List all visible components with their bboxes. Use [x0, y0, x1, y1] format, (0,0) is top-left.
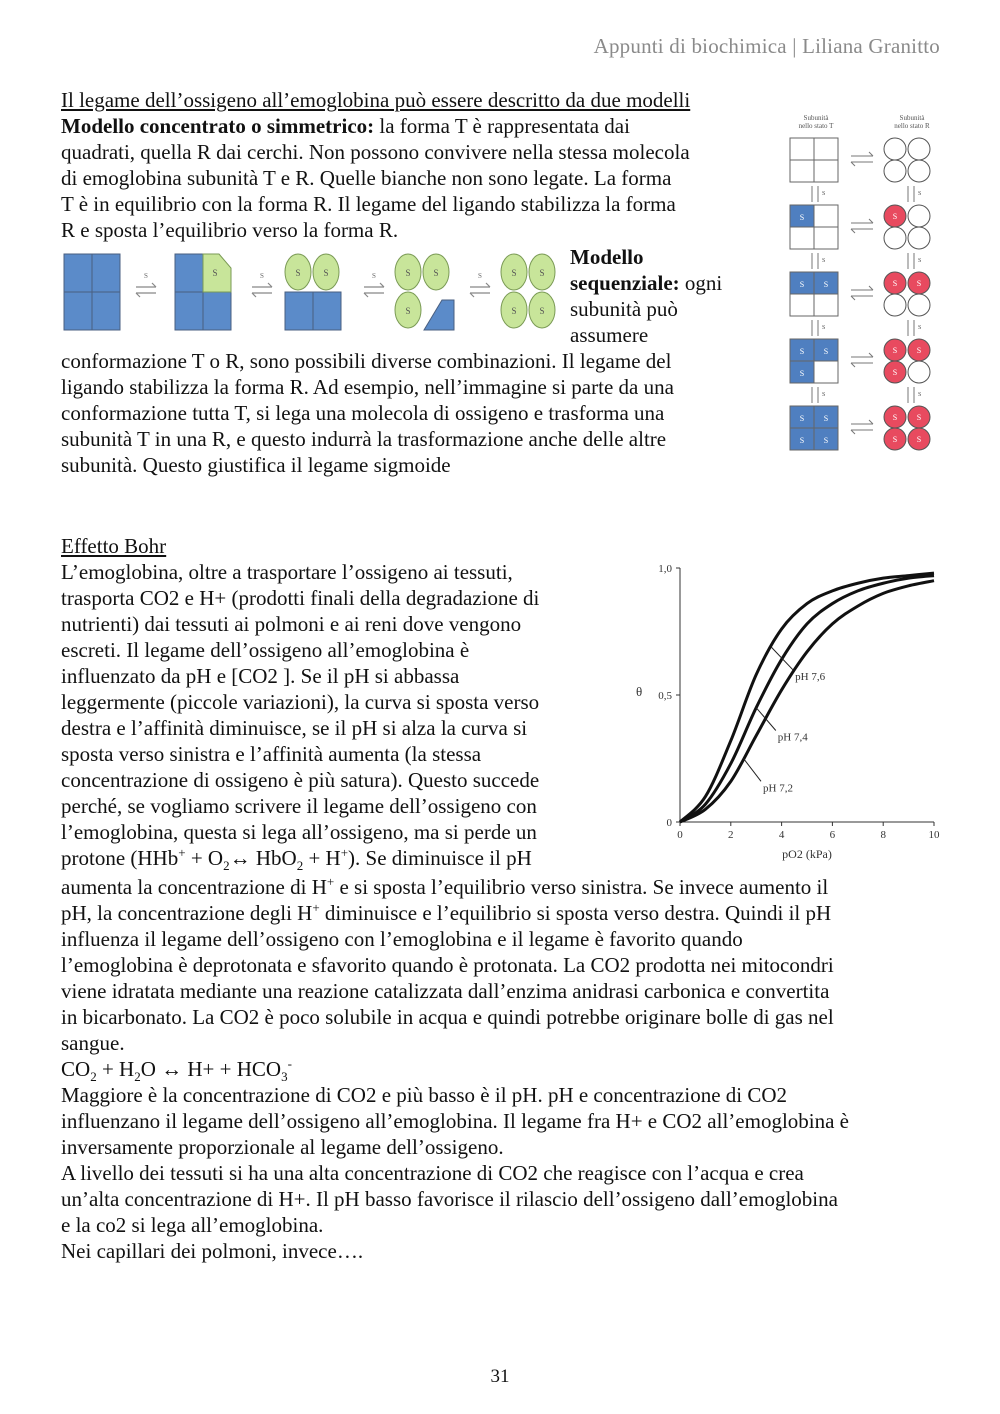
x-tick-label: 10 — [928, 829, 940, 841]
t-subunit — [175, 292, 203, 330]
bohr-line: A livello dei tessuti si ha una alta concentrazione di CO2 che reagisce con l’acqua e crea — [61, 1161, 804, 1185]
sequential-line: subunità. Questo giustifica il legame sigmoide — [61, 453, 451, 477]
curve-ph-7-4 — [680, 576, 934, 822]
oxygen-saturation-chart — [628, 556, 948, 868]
y-tick-label: 1,0 — [658, 563, 672, 575]
concerted-line: di emoglobina subunità T e R. Quelle bianche non sono legate. La forma — [61, 166, 672, 190]
bound-marker: S — [511, 268, 517, 278]
bohr-line: e la co2 si lega all’emoglobina. — [61, 1213, 324, 1237]
bound-marker: S — [823, 414, 829, 423]
col-t-label: Subunità — [803, 114, 829, 122]
t-subunit — [814, 227, 838, 249]
bound-marker: S — [405, 268, 411, 278]
x-tick-label: 0 — [677, 829, 683, 841]
bound-marker: S — [799, 414, 805, 423]
t-subunit — [313, 292, 341, 330]
y-axis-label: θ — [636, 684, 643, 699]
t-subunit — [814, 205, 838, 227]
bound-marker: S — [799, 213, 805, 222]
sequential-term: Modello — [570, 245, 644, 269]
r-subunit — [884, 294, 906, 316]
t-subunit — [814, 160, 838, 182]
bound-marker: S — [799, 369, 805, 378]
bound-marker: S — [916, 279, 922, 288]
bohr-line: influenzato da pH e [CO2 ]. Se il pH si abbassa — [61, 664, 460, 688]
t-subunit — [64, 254, 92, 292]
x-tick-label: 4 — [778, 829, 785, 841]
ligand-label: S — [822, 325, 826, 331]
bound-marker: S — [892, 435, 898, 444]
equilibrium-arrow-icon — [252, 283, 272, 297]
t-subunit — [92, 254, 120, 292]
col-r-label: nello stato R — [894, 122, 930, 130]
bound-marker: S — [511, 306, 517, 316]
r-subunit — [884, 138, 906, 160]
binding-arrow-icon — [812, 253, 818, 269]
bound-marker: S — [799, 436, 805, 445]
bohr-line: l’emoglobina è deprotonata e sfavorito quando è protonata. La CO2 prodotta nei mitocondri — [61, 953, 834, 977]
bound-marker: S — [892, 368, 898, 377]
series-label: pH 7,2 — [763, 782, 793, 795]
bohr-side-paragraph — [61, 559, 621, 874]
bohr-line: l’emoglobina, questa si lega all’ossigeno, ma si perde un — [61, 820, 537, 844]
x-axis-label: pO2 (kPa) — [782, 847, 832, 861]
page-number: 31 — [490, 1366, 510, 1387]
bound-marker: S — [892, 279, 898, 288]
concerted-paragraph — [61, 113, 781, 243]
ligand-label: S — [918, 258, 922, 264]
ligand-label: S — [918, 392, 922, 398]
t-subunit — [814, 361, 838, 383]
equilibrium-arrow-icon — [851, 219, 873, 233]
r-subunit — [884, 160, 906, 182]
bohr-line: trasporta CO2 e H+ (prodotti finali della degradazione di — [61, 586, 540, 610]
t-subunit — [814, 294, 838, 316]
t-subunit — [92, 292, 120, 330]
bound-marker: S — [916, 346, 922, 355]
x-tick-label: 6 — [829, 829, 836, 841]
concerted-model-figure — [786, 110, 946, 455]
ligand-label: S — [144, 272, 148, 280]
sequential-model-figure — [60, 250, 560, 335]
bohr-line: influenza il legame dell’ossigeno con l’emoglobina e il legame è favorito quando — [61, 927, 743, 951]
bohr-line: pH, la concentrazione degli H+ diminuisce e l’equilibrio si sposta verso destra. Quindi il pH — [61, 900, 832, 925]
equilibrium-arrow-icon — [851, 152, 873, 166]
t-subunit — [203, 292, 231, 330]
r-subunit — [908, 294, 930, 316]
bohr-line: L’emoglobina, oltre a trasportare l’ossigeno ai tessuti, — [61, 560, 513, 584]
ligand-label: S — [822, 258, 826, 264]
bohr-line: Maggiore è la concentrazione di CO2 e più basso è il pH. pH e concentrazione di CO2 — [61, 1083, 788, 1107]
sequential-line: conformazione tutta T, si lega una molecola di ossigeno e trasforma una — [61, 401, 665, 425]
bohr-line: influenzano il legame dell’ossigeno all’emoglobina. Il legame fra H+ e CO2 all’emoglobina è — [61, 1109, 850, 1133]
r-subunit — [908, 138, 930, 160]
bohr-line: Nei capillari dei polmoni, invece…. — [61, 1239, 364, 1263]
bohr-line: escreti. Il legame dell’ossigeno all’emoglobina è — [61, 638, 470, 662]
binding-arrow-icon — [908, 320, 914, 336]
binding-arrow-icon — [908, 387, 914, 403]
bound-marker: S — [539, 268, 545, 278]
ligand-label: S — [822, 392, 826, 398]
bound-marker: S — [892, 413, 898, 422]
concerted-line: la forma T è rappresentata dai — [374, 114, 630, 138]
r-subunit — [908, 227, 930, 249]
section-heading-models: Il legame dell’ossigeno all’emoglobina può essere descritto da due modelli — [61, 88, 691, 112]
equilibrium-arrow-icon — [136, 283, 156, 297]
x-tick-label: 2 — [728, 829, 734, 841]
t-subunit — [790, 138, 814, 160]
ligand-label: S — [918, 191, 922, 197]
t-subunit — [424, 300, 454, 330]
t-subunit — [175, 254, 203, 292]
bohr-line: destra e l’affinità diminuisce, se il pH si alza la curva si — [61, 716, 528, 740]
sequential-line: subunità T in una R, e questo indurrà la trasformazione anche delle altre — [61, 427, 667, 451]
r-subunit — [908, 205, 930, 227]
bound-marker: S — [539, 306, 545, 316]
binding-arrow-icon — [812, 320, 818, 336]
concerted-term: Modello concentrato o simmetrico: — [61, 114, 375, 138]
bohr-line: un’alta concentrazione di H+. Il pH basso favorisce il rilascio dell’ossigeno dall’emoglobina — [61, 1187, 838, 1211]
binding-arrow-icon — [812, 186, 818, 202]
bohr-equation-line: protone ($HHb^+ + O_2\leftrightarrow$ HbO$_2$ + H+). Se diminuisce il pH — [61, 845, 532, 874]
sequential-line: ligando stabilizza la forma R. Ad esempio, nell’immagine si parte da una — [61, 375, 674, 399]
ligand-label: S — [822, 191, 826, 197]
bound-marker: S — [916, 413, 922, 422]
concerted-line: T è in equilibrio con la forma R. Il legame del ligando stabilizza la forma — [61, 192, 676, 216]
t-subunit — [790, 294, 814, 316]
t-subunit — [64, 292, 92, 330]
series-label: pH 7,4 — [777, 731, 808, 744]
equilibrium-arrow-icon — [851, 353, 873, 367]
x-tick-label: 8 — [880, 829, 886, 841]
series-label-leader — [771, 647, 793, 670]
bound-marker: S — [323, 268, 329, 278]
t-subunit — [814, 138, 838, 160]
binding-arrow-icon — [908, 253, 914, 269]
bound-marker: S — [799, 280, 805, 289]
col-t-label: nello stato T — [798, 122, 834, 130]
sequential-term: sequenziale: — [570, 271, 680, 295]
sequential-line: ogni — [679, 271, 723, 295]
bohr-line: viene idratata mediante una reazione catalizzata dall’enzima anidrasi carbonica e convertita — [61, 979, 830, 1003]
bohr-line: inversamente proporzionale al legame dell’ossigeno. — [61, 1135, 504, 1159]
bound-marker: S — [916, 435, 922, 444]
col-r-label: Subunità — [899, 114, 925, 122]
bound-marker: S — [799, 347, 805, 356]
r-subunit — [908, 361, 930, 383]
equilibrium-arrow-icon — [470, 283, 490, 297]
sequential-paragraph — [61, 348, 781, 478]
bound-marker: S — [295, 268, 301, 278]
bound-marker: S — [823, 347, 829, 356]
t-subunit — [790, 227, 814, 249]
equilibrium-arrow-icon — [851, 286, 873, 300]
series-label: pH 7,6 — [795, 671, 826, 684]
bohr-line: perché, se vogliamo scrivere il legame dell’ossigeno con — [61, 794, 537, 818]
bohr-line: leggermente (piccole variazioni), la curva si sposta verso — [61, 690, 540, 714]
sequential-line: assumere — [570, 323, 649, 347]
binding-arrow-icon — [812, 387, 818, 403]
y-tick-label: 0,5 — [658, 690, 672, 702]
bound-marker: S — [892, 212, 898, 221]
concerted-line: R e sposta l’equilibrio verso la forma R. — [61, 218, 399, 242]
bound-marker: S — [433, 268, 439, 278]
r-subunit — [908, 160, 930, 182]
binding-arrow-icon — [908, 186, 914, 202]
concerted-line: quadrati, quella R dai cerchi. Non possono convivere nella stessa molecola — [61, 140, 690, 164]
bohr-line: sangue. — [61, 1031, 125, 1055]
section-heading-bohr: Effetto Bohr — [61, 534, 167, 558]
bohr-full-paragraph — [61, 874, 951, 1264]
ligand-label: S — [478, 272, 482, 280]
t-subunit — [285, 292, 313, 330]
y-tick-label: 0 — [666, 817, 672, 829]
ligand-label: S — [918, 325, 922, 331]
sequential-line: conformazione T o R, sono possibili diverse combinazioni. Il legame del — [61, 349, 672, 373]
series-label-leader — [744, 759, 762, 782]
ligand-label: S — [260, 272, 264, 280]
sequential-side-text — [570, 244, 770, 348]
ligand-label: S — [372, 272, 376, 280]
bound-marker: S — [823, 280, 829, 289]
bohr-line: in bicarbonato. La CO2 è poco solubile in acqua e quindi potrebbe originare bolle di gas nel — [61, 1005, 834, 1029]
bound-marker: S — [212, 268, 218, 278]
bound-marker: S — [892, 346, 898, 355]
r-subunit — [884, 227, 906, 249]
running-header: Appunti di biochimica | Liliana Granitto — [593, 34, 940, 58]
bound-marker: S — [405, 306, 411, 316]
bohr-line: nutrienti) dai tessuti ai polmoni e ai reni dove vengono — [61, 612, 522, 636]
bound-marker: S — [823, 436, 829, 445]
bicarbonate-equation: $CO_2 + H_2O$ ↔ $H+ + HCO_3^-$ — [61, 1056, 292, 1085]
sequential-line: subunità può — [570, 297, 678, 321]
series-label-leader — [756, 708, 776, 731]
bohr-line: aumenta la concentrazione di H+ e si sposta l’equilibrio verso sinistra. Se invece aumento il — [61, 874, 829, 899]
t-subunit — [790, 160, 814, 182]
equilibrium-arrow-icon — [364, 283, 384, 297]
bohr-line: concentrazione di ossigeno è più satura). Questo succede — [61, 768, 540, 792]
bohr-line: sposta verso sinistra e l’affinità aumenta (la stessa — [61, 742, 482, 766]
equilibrium-arrow-icon — [851, 420, 873, 434]
